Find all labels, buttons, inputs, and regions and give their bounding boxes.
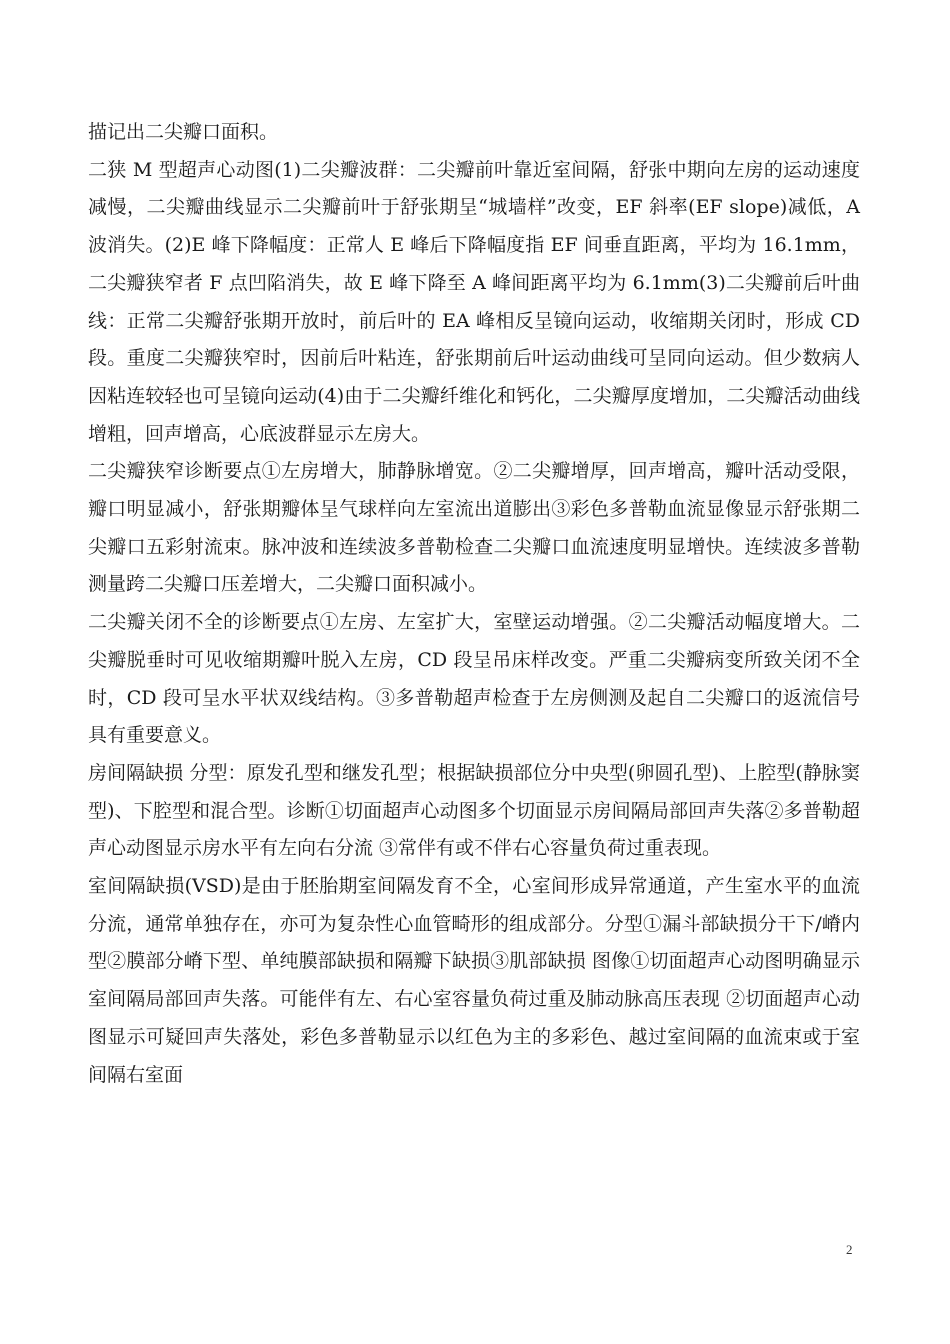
- page-number: 2: [846, 1242, 853, 1257]
- paragraph-mitral-stenosis: 二尖瓣狭窄诊断要点①左房增大，肺静脉增宽。②二尖瓣增厚，回声增高，瓣叶活动受限，瓣口明显减小，舒张期瓣体呈气球样向左室流出道膨出③彩色多普勒血流显像显示舒张期二尖瓣口五彩射流束。脉冲波和连续波多普勒检查二尖瓣口血流速度明显增快。连续波多普勒测量跨二尖瓣口压差增大，二尖瓣口面积减小。: [88, 460, 860, 596]
- paragraph-atrial-septal-defect: 房间隔缺损 分型：原发孔型和继发孔型；根据缺损部位分中央型(卵圆孔型)、上腔型(静脉窦型)、下腔型和混合型。诊断①切面超声心动图多个切面显示房间隔局部回声失落②多普勒超声心动图显示房水平有左向右分流 ③常伴有或不伴右心容量负荷过重表现。: [88, 761, 860, 860]
- paragraph-ventricular-septal-defect: 室间隔缺损(VSD)是由于胚胎期室间隔发育不全，心室间形成异常通道，产生室水平的血流分流，通常单独存在，亦可为复杂性心血管畸形的组成部分。分型①漏斗部缺损分干下/嵴内型②膜部分嵴下型、单纯膜部缺损和隔瓣下缺损③肌部缺损 图像①切面超声心动图明确显示室间隔局部回声失落。可能伴有左、右心室容量负荷过重及肺动脉高压表现 ②切面超声心动图显示可疑回声失落处，彩色多普勒显示以红色为主的多彩色、越过室间隔的血流束或于室间隔右室面: [88, 875, 860, 1086]
- paragraph-m-mode: 二狭 M 型超声心动图(1)二尖瓣波群：二尖瓣前叶靠近室间隔，舒张中期向左房的运动速度减慢，二尖瓣曲线显示二尖瓣前叶于舒张期呈“城墙样”改变，EF 斜率(EF slope)减低，A 波消失。(2)E 峰下降幅度：正常人 E 峰后下降幅度指 EF 间垂直距离，平均为 16.1mm，二尖瓣狭窄者 F 点凹陷消失，故 E 峰下降至 A 峰间距离平均为 6.1mm(3)二尖瓣前后叶曲线：正常二尖瓣舒张期开放时，前后叶的 EA 峰相反呈镜向运动，收缩期关闭时，形成 CD 段。重度二尖瓣狭窄时，因前后叶粘连，舒张期前后叶运动曲线可呈同向运动。但少数病人因粘连较轻也可呈镜向运动(4)由于二尖瓣纤维化和钙化，二尖瓣厚度增加，二尖瓣活动曲线增粗，回声增高，心底波群显示左房大。: [88, 158, 860, 445]
- paragraph-intro: 描记出二尖瓣口面积。: [88, 121, 279, 143]
- document-body: [88, 114, 860, 1094]
- paragraph-mitral-regurgitation: 二尖瓣关闭不全的诊断要点①左房、左室扩大，室壁运动增强。②二尖瓣活动幅度增大。二尖瓣脱垂时可见收缩期瓣叶脱入左房，CD 段呈吊床样改变。严重二尖瓣病变所致关闭不全时，CD 段可呈水平状双线结构。③多普勒超声检查于左房侧测及起自二尖瓣口的返流信号具有重要意义。: [88, 611, 860, 747]
